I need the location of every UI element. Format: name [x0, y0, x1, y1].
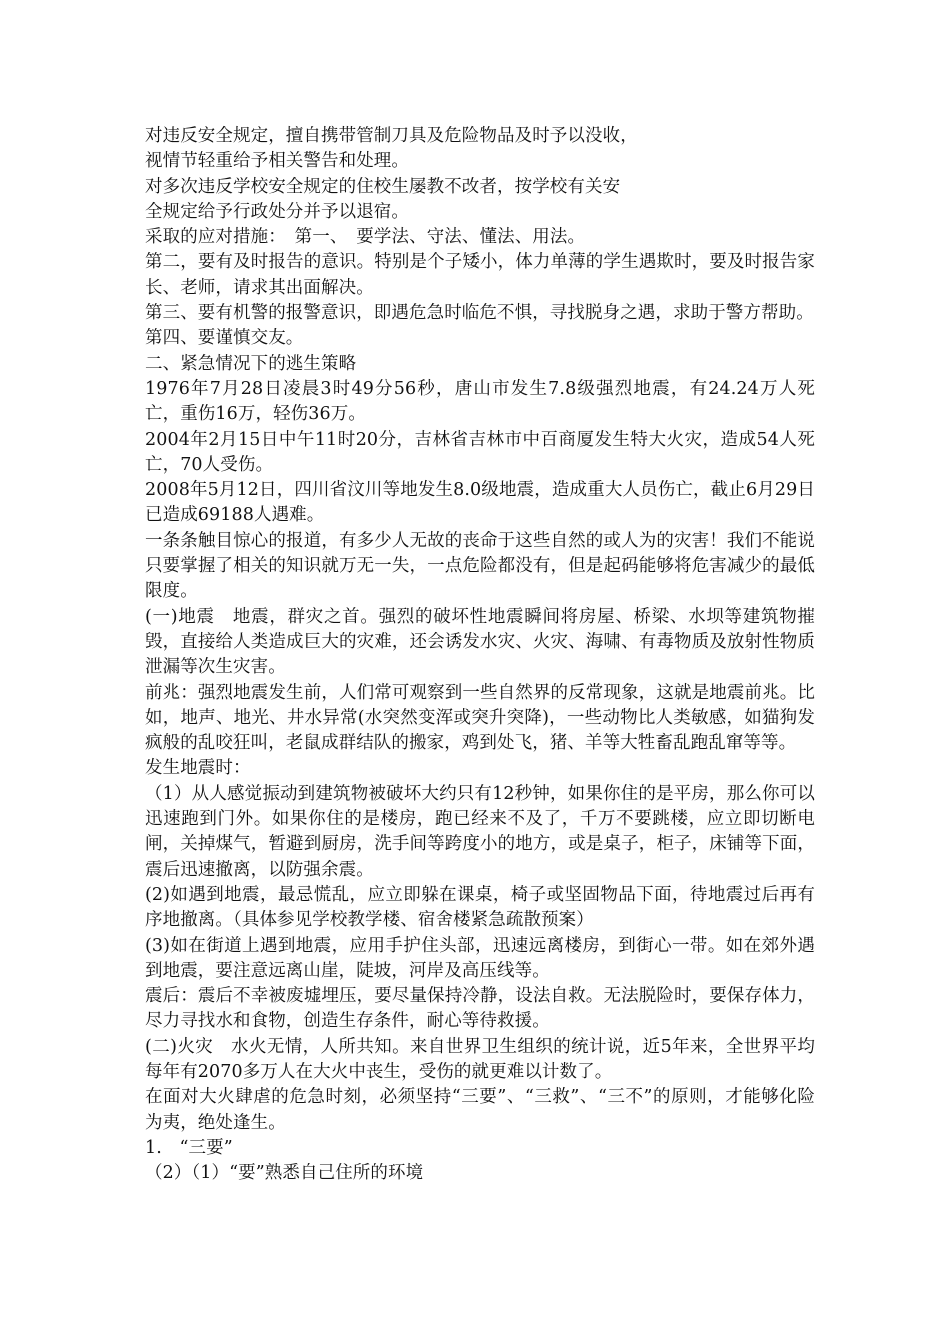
paragraph: （1）从人感觉振动到建筑物被破坏大约只有12秒钟，如果你住的是平房，那么你可以迅速跑到门外。如果你住的是楼房，跑已经来不及了，千万不要跳楼，应立即切断电闸，关掉煤气，暂避到厨房，洗手间等跨度小的地方，或是桌子，柜子，床铺等下面，震后迅速撤离，以防强余震。 [145, 783, 815, 880]
paragraph: 1976年7月28日凌晨3时49分56秒，唐山市发生7.8级强烈地震，有24.24万人死亡，重伤16万，轻伤36万。 [145, 378, 815, 425]
paragraph: 对多次违反学校安全规定的住校生屡教不改者，按学校有关安 [145, 176, 621, 197]
paragraph: 全规定给予行政处分并予以退宿。 [145, 201, 409, 222]
paragraph: 第二，要有及时报告的意识。特别是个子矮小，体力单薄的学生遇欺时，要及时报告家长、老师，请求其出面解决。 [145, 252, 815, 298]
paragraph: 前兆：强烈地震发生前，人们常可观察到一些自然界的反常现象，这就是地震前兆。比如，地声、地光、井水异常(水突然变浑或突升突降)，一些动物比人类敏感，如猫狗发疯般的乱咬狂叫，老鼠成群结队的搬家，鸡到处飞，猪、羊等大牲畜乱跑乱窜等等。 [145, 682, 815, 754]
paragraph: (2)如遇到地震，最忌慌乱，应立即躲在课桌，椅子或坚固物品下面，待地震过后再有序地撤离。（具体参见学校教学楼、宿舍楼紧急疏散预案） [145, 884, 815, 931]
paragraph: 采取的应对措施： 第一、 要学法、守法、懂法、用法。 [145, 227, 586, 248]
paragraph: 震后：震后不幸被废墟埋压，要尽量保持冷静，设法自救。无法脱险时，要保存体力，尽力寻找水和食物，创造生存条件，耐心等待救援。 [145, 986, 815, 1032]
paragraph: (3)如在街道上遇到地震，应用手护住头部，迅速远离楼房，到街心一带。如在郊外遇到地震，要注意远离山崖，陡坡，河岸及高压线等。 [145, 935, 815, 981]
section-heading: 二、紧急情况下的逃生策略 [145, 353, 357, 374]
paragraph: 一条条触目惊心的报道，有多少人无故的丧命于这些自然的或人为的灾害！我们不能说只要掌握了相关的知识就万无一失，一点危险都没有，但是起码能够将危害减少的最低限度。 [145, 530, 815, 602]
document-body [145, 124, 815, 1186]
paragraph: (一)地震 地震，群灾之首。强烈的破坏性地震瞬间将房屋、桥梁、水坝等建筑物摧毁，直接给人类造成巨大的灾难，还会诱发水灾、火灾、海啸、有毒物质及放射性物质泄漏等次生灾害。 [145, 606, 815, 678]
paragraph: (二)火灾 水火无情，人所共知。来自世界卫生组织的统计说，近5年来，全世界平均每年有2070多万人在大火中丧生，受伤的就更难以计数了。 [145, 1036, 815, 1082]
paragraph: 在面对大火肆虐的危急时刻，必须坚持“三要”、“三救”、“三不”的原则，才能够化险为夷，绝处逢生。 [145, 1087, 815, 1133]
list-item: （2）（1）“要”熟悉自己住所的环境 [145, 1163, 424, 1184]
paragraph: 第四、要谨慎交友。 [145, 328, 304, 349]
paragraph: 对违反安全规定，擅自携带管制刀具及危险物品及时予以没收， [145, 126, 638, 146]
paragraph: 2008年5月12日，四川省汶川等地发生8.0级地震，造成重大人员伤亡，截止6月29日已造成69188人遇难。 [145, 480, 815, 526]
list-heading: 1. “三要” [145, 1137, 233, 1158]
paragraph: 视情节轻重给予相关警告和处理。 [145, 151, 409, 172]
paragraph: 第三、要有机警的报警意识，即遇危急时临危不惧，寻找脱身之遇，求助于警方帮助。 [145, 303, 814, 324]
paragraph: 发生地震时： [145, 758, 251, 779]
paragraph: 2004年2月15日中午11时20分，吉林省吉林市中百商厦发生特大火灾，造成54人死亡，70人受伤。 [145, 429, 815, 475]
